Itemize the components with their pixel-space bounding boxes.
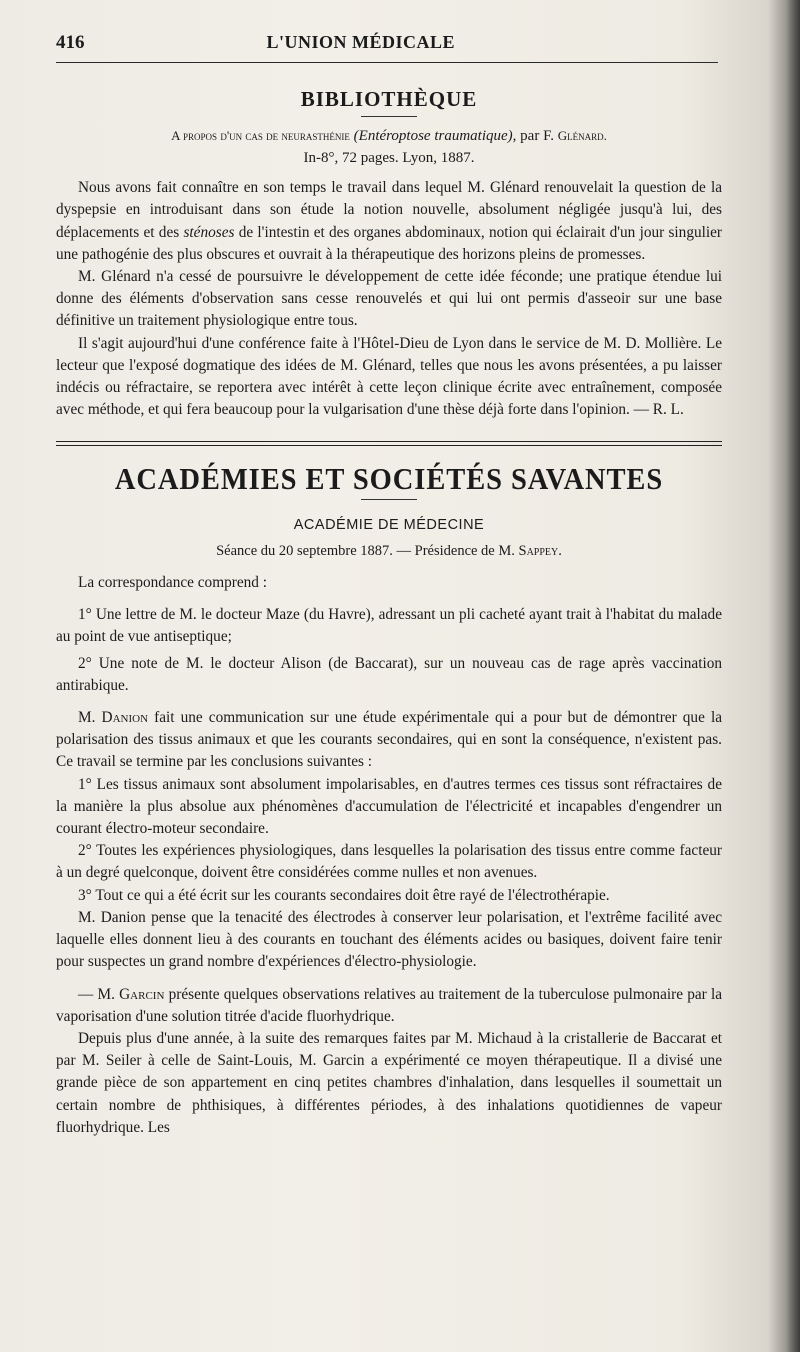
correspondance-intro: La correspondance comprend : [78, 574, 268, 592]
seance-line: Séance du 20 septembre 1887. — Présidence de M. Sappey. [216, 542, 562, 559]
citation-by: par F. [520, 128, 554, 145]
correspondance-item-1: 1° Une lettre de M. le docteur Maze (du Havre), adressant un pli cacheté ayant trait à l'habitat du malade au point de vue antiseptique; [56, 606, 722, 646]
citation-prefix: A propos d'un cas de neurasthénie [171, 128, 350, 144]
citation-italic: (Entéroptose traumatique), [353, 128, 517, 145]
journal-title: L'UNION MÉDICALE [266, 32, 456, 52]
page-number: 416 [56, 32, 85, 53]
conclusion-1: 1° Les tissus animaux sont absolument impolarisables, en d'autres termes ces tissus sont réfractaires de la manière la plus absolue aux phénomènes d'accumulation de l'électricité et incapables d'engendrer un courant électro-moteur secondaire. [56, 775, 722, 838]
conclusion-3: 3° Tout ce qui a été écrit sur les courants secondaires doit être rayé de l'électrothérapie. [78, 886, 610, 904]
garcin-paragraph-2: Depuis plus d'une année, à la suite des remarques faites par M. Michaud à la cristallerie de Baccarat et par M. Seiler à celle de Saint-Louis, M. Garcin a expérimenté ce moyen thérapeutique. Il a divisé une grande pièce de son appartement en cinq petites chambres d'inhalation, dans lesquelles il soumettait un certain nombre de phthisiques, à différentes périodes, à des inhalations quotidiennes de vapeur fluorhydrique. Les [56, 1029, 722, 1136]
academie-subtitle: ACADÉMIE DE MÉDECINE [293, 516, 485, 533]
section-title-academies: ACADÉMIES ET SOCIÉTÉS SAVANTES [114, 461, 664, 497]
page-edge-shadow [786, 0, 800, 1352]
header-rule [56, 62, 718, 63]
president-name: Sappey. [518, 542, 562, 559]
garcin-paragraph: — M. Garcin présente quelques observations relatives au traitement de la tuberculose pulmonaire par la vaporisation d'une solution titrée d'acide fluorhydrique. [56, 985, 722, 1025]
danion-paragraph: M. Danion fait une communication sur une étude expérimentale qui a pour but de démontrer que la polarisation des tissus animaux et que les courants secondaires, qui en sont la conséquence, n'existent pas. Ce travail se termine par les conclusions suivantes : [56, 709, 722, 771]
correspondance-item-2: 2° Une note de M. le docteur Alison (de Baccarat), sur un nouveau cas de rage après vaccination antirabique. [56, 654, 722, 694]
running-header [56, 32, 726, 54]
citation-author: Glénard. [557, 128, 607, 144]
conclusion-2: 2° Toutes les expériences physiologiques, dans lesquelles la polarisation des tissus entre comme facteur à un degré quelconque, doivent être considérées comme nulles et non avenues. [56, 842, 722, 882]
title-rule-2 [361, 499, 417, 500]
review-citation [56, 125, 722, 169]
review-paragraph-3: Il s'agit aujourd'hui d'une conférence faite à l'Hôtel-Dieu de Lyon dans le service de M. D. Mollière. Le lecteur que l'exposé dogmatique des idées de M. Glénard, telles que nous les avons présentées, a pu laisser indécis ou réfractaire, se reportera avec intérêt à cette leçon clinique écrite avec entraînement, composée avec méthode, et qui fera beaucoup pour la vulgarisation d'une thèse déjà forte dans l'opinion. — R. L. [56, 334, 722, 419]
page-body [56, 84, 722, 1139]
review-paragraph-2: M. Glénard n'a cessé de poursuivre le développement de cette idée féconde; une pratique étendue lui donne des éléments d'observation sans cesse renouvelés et qui lui ont permis d'asseoir sur une base définitive un traitement physiologique entre tous. [56, 268, 722, 330]
garcin-name: — M. Garcin [78, 985, 165, 1003]
danion-name: M. Danion [78, 709, 149, 727]
section-divider [56, 441, 722, 446]
section-title-bibliotheque: BIBLIOTHÈQUE [300, 87, 478, 111]
title-rule [361, 116, 417, 117]
citation-details: In-8°, 72 pages. Lyon, 1887. [303, 150, 475, 167]
danion-conclusion: M. Danion pense que la tenacité des électrodes à conserver leur polarisation, et l'extrême facilité avec laquelle elles donnent lieu à des courants en touchant des éléments acides ou basiques, doivent faire tenir pour suspectes un grand nombre d'expériences d'électro-physiologie. [56, 908, 722, 971]
review-paragraph-1: Nous avons fait connaître en son temps le travail dans lequel M. Glénard renouvelait la question de la dyspepsie en introduisant dans son étude la notion nouvelle, absolument négligée jusqu'à lui, des déplacements et des sténoses de l'intestin et des organes abdominaux, notion qui éclairait d'un jour singulier une pathogénie des plus obscures et ouvrait à la thérapeutique des horizons pleins de promesses. [56, 179, 723, 263]
